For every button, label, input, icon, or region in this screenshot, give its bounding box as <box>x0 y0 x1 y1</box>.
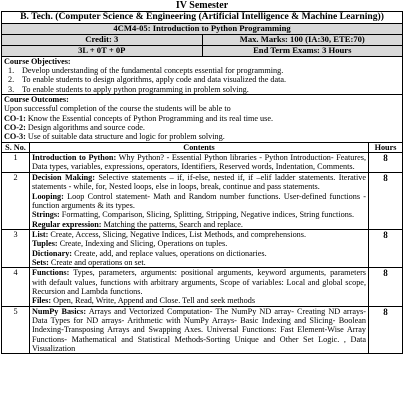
objective-item <box>4 85 400 94</box>
unit-row <box>2 306 403 354</box>
contents-column-header: Contents <box>30 142 369 152</box>
unit-contents <box>30 268 369 306</box>
outcome-code: CO-1: <box>4 113 26 123</box>
topic-heading: Dictionary: <box>32 248 73 258</box>
unit-paragraph <box>32 249 366 258</box>
unit-row <box>2 229 403 267</box>
unit-paragraph <box>32 220 366 229</box>
unit-hours: 8 <box>369 172 403 229</box>
unit-paragraph <box>32 230 366 239</box>
topic-text: Types, parameters, arguments: positional arguments, keyword arguments, parameters with default values, functions with arbitrary arguments, Scope of variables: Local and global scope, Recursion and Lambda functions. <box>32 268 366 296</box>
unit-number: 3 <box>2 229 30 267</box>
outcomes-intro: Upon successful completion of the course the students will be able to <box>4 104 231 114</box>
objective-item <box>4 75 400 84</box>
outcomes-heading: Course Outcomes: <box>4 95 69 105</box>
contents-table <box>1 142 403 355</box>
program-title: B. Tech. (Computer Science & Engineering (Artificial Intelligence & Machine Learning)) <box>2 12 403 24</box>
unit-paragraph <box>32 296 366 305</box>
unit-paragraph <box>32 153 366 172</box>
semester-title: IV Semester <box>2 0 403 12</box>
outcome-item <box>4 132 400 141</box>
topic-text: Loop Control statement- Math and Random number functions. User-defined functions - function arguments & its types. <box>32 191 366 210</box>
objective-number: 2. <box>8 75 15 85</box>
topic-text: Open, Read, Write, Append and Close. Tell and seek methods <box>51 296 256 306</box>
outcome-item <box>4 114 400 123</box>
topic-heading: Strings: <box>32 210 60 220</box>
objective-item <box>4 66 400 75</box>
unit-number: 2 <box>2 172 30 229</box>
unit-contents <box>30 229 369 267</box>
hours-column-header: Hours <box>369 142 403 152</box>
outcome-text: Know the Essential concepts of Python Programming and its real time use. <box>27 113 274 123</box>
topic-heading: Tuples: <box>32 239 58 249</box>
topic-heading: Sets: <box>32 257 49 267</box>
outcome-item <box>4 123 400 132</box>
max-marks-cell: Max. Marks: 100 (IA:30, ETE:70) <box>202 35 403 46</box>
unit-paragraph <box>32 239 366 248</box>
unit-contents <box>30 306 369 354</box>
unit-paragraph <box>32 258 366 267</box>
units-body <box>2 153 403 354</box>
topic-heading: Functions: <box>32 268 70 278</box>
topic-heading: NumPy Basics: <box>32 306 87 316</box>
unit-hours: 8 <box>369 153 403 173</box>
objective-number: 1. <box>8 66 15 76</box>
topic-text: Formatting, Comparison, Slicing, Splitting, Stripping, Negative indices, String functions. <box>59 210 355 220</box>
course-title: 4CM4-05: Introduction to Python Programming <box>2 24 403 35</box>
topic-text: Matching the patterns, Search and replace. <box>101 219 243 229</box>
objective-text: To enable students to design algorithms, apply code and data visualized the data. <box>22 75 287 85</box>
topic-text: Selective statements – if, if-else, nested if, if –elif ladder statements. Iterative statements - while, for, Nested loops, else in loops, break, continue and pass statements. <box>32 172 366 192</box>
objective-text: To enable students to apply python programming in problem solving. <box>22 84 249 94</box>
credit-cell: Credit: 3 <box>2 35 203 46</box>
topic-text: Create, add, and replace values, operations on dictionaries. <box>72 248 267 258</box>
unit-contents <box>30 172 369 229</box>
unit-paragraph <box>32 210 366 219</box>
topic-heading: Introduction to Python: <box>32 153 117 163</box>
outcome-text: Use of suitable data structure and logic for problem solving. <box>27 132 225 142</box>
topic-text: Create, Indexing and Slicing, Operations on tuples. <box>57 239 228 249</box>
unit-number: 4 <box>2 268 30 306</box>
outcome-text: Design algorithms and source code. <box>27 123 145 133</box>
unit-paragraph <box>32 268 366 296</box>
unit-number: 5 <box>2 306 30 354</box>
outcome-code: CO-2: <box>4 123 26 133</box>
unit-hours: 8 <box>369 229 403 267</box>
topic-text: Create and operations on set. <box>48 257 146 267</box>
unit-row <box>2 172 403 229</box>
syllabus-page <box>1 0 403 354</box>
unit-number: 1 <box>2 153 30 173</box>
unit-hours: 8 <box>369 306 403 354</box>
unit-contents <box>30 153 369 173</box>
objective-number: 3. <box>8 84 15 94</box>
topic-heading: List: <box>32 229 49 239</box>
outcomes-list <box>4 114 400 142</box>
topic-heading: Regular expression: <box>32 219 102 229</box>
ltp-cell: 3L + 0T + 0P <box>2 45 203 56</box>
outcome-code: CO-3: <box>4 132 26 142</box>
unit-paragraph <box>32 192 366 211</box>
topic-heading: Looping: <box>32 191 64 201</box>
topic-text: Arrays and Vectorized Computation- The NumPy ND array- Creating ND arrays- Data Types for ND arrays- Arithmetic with NumPy Arrays- Basic Indexing and Slicing- Boolean Indexing-Transposing Arrays and Swapping Axes. Universal Functions: Fast Element-Wise Array Functions- Mathematical and Statistical Methods-Sorting Unique and Other Set Logic. , Data Visualization <box>32 306 366 354</box>
course-outcomes <box>2 95 403 143</box>
objectives-heading: Course Objectives: <box>4 56 71 66</box>
exam-duration-cell: End Term Exams: 3 Hours <box>202 45 403 56</box>
header-table <box>1 0 403 143</box>
topic-heading: Files: <box>32 296 52 306</box>
unit-row <box>2 268 403 306</box>
unit-hours: 8 <box>369 268 403 306</box>
unit-row <box>2 153 403 173</box>
topic-text: Create, Access, Slicing, Negative Indices, List Methods, and comprehensions. <box>48 229 306 239</box>
sno-column-header: S. No. <box>2 142 30 152</box>
topic-heading: Decision Making: <box>32 172 95 182</box>
course-objectives <box>2 56 403 94</box>
unit-paragraph <box>32 307 366 354</box>
objective-text: Develop understanding of the fundamental concepts essential for programming. <box>22 66 284 76</box>
objectives-list <box>4 66 400 94</box>
topic-text: Why Python? - Essential Python libraries - Python Introduction- Features, Data types, variables, expressions, operators, Identifiers, Reserved words, Indentation, Comments. <box>32 153 366 172</box>
unit-paragraph <box>32 173 366 192</box>
